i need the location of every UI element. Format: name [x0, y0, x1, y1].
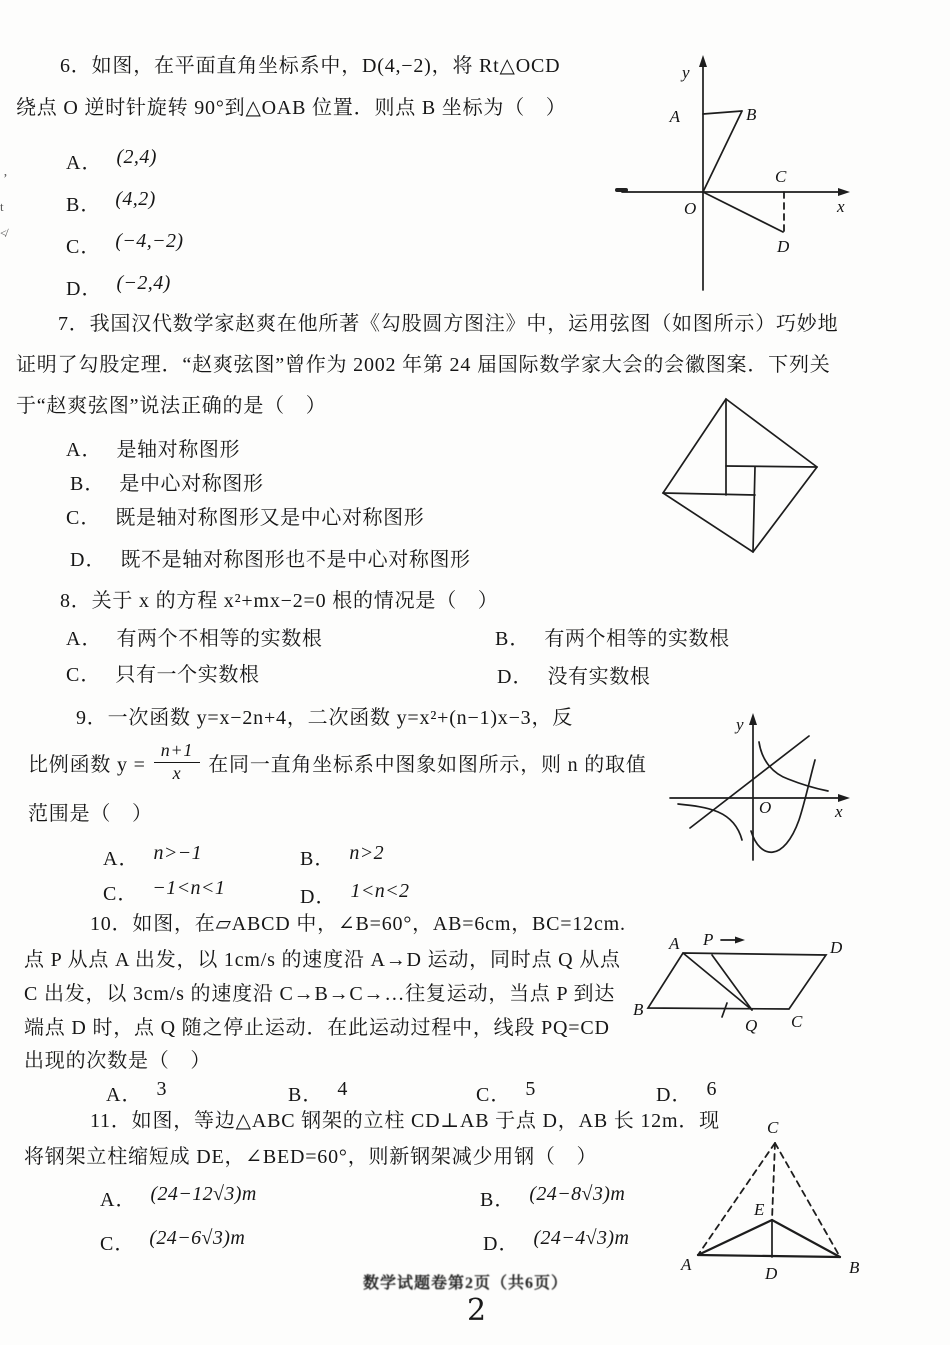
- q7-text-line1: 7．我国汉代数学家赵爽在他所著《勾股圆方图注》中，运用弦图（如图所示）巧妙地: [58, 313, 839, 335]
- fraction-denominator: x: [172, 762, 182, 783]
- q6-text-line2: 绕点 O 逆时针旋转 90°到△OAB 位置．则点 B 坐标为（ ）: [16, 97, 567, 119]
- q11-option-a: [100, 1183, 257, 1212]
- point-d-label: D: [830, 938, 843, 957]
- q9-text-line3: 范围是（ ）: [28, 803, 153, 825]
- q6-option-d: [66, 272, 171, 301]
- option-label: C．: [476, 1084, 512, 1106]
- q8-option-c: [66, 658, 260, 687]
- page-number: 2: [467, 1293, 487, 1328]
- option-value: (24−4√3)m: [533, 1227, 630, 1249]
- option-label: D．: [300, 886, 337, 908]
- option-value: 有两个相等的实数根: [544, 628, 730, 650]
- option-label: D．: [497, 666, 534, 688]
- scan-artifact: t: [0, 199, 4, 214]
- q8-option-a: [66, 622, 322, 651]
- q9-figure-function-graphs: [662, 700, 862, 875]
- q10-option-c: [476, 1078, 536, 1107]
- option-value: 没有实数根: [547, 666, 651, 688]
- point-q-label: Q: [745, 1016, 758, 1035]
- q10-text-line4: 端点 D 时，点 Q 随之停止运动．在此运动过程中，线段 PQ=CD: [24, 1017, 610, 1039]
- option-value: n>−1: [153, 842, 203, 864]
- q10-figure-parallelogram: [633, 923, 878, 1041]
- q6-text-line1: 6．如图，在平面直角坐标系中，D(4,−2)，将 Rt△OCD: [60, 55, 561, 77]
- point-d-label: D: [765, 1264, 778, 1283]
- option-value: 4: [337, 1078, 348, 1100]
- fraction-numerator: n+1: [154, 741, 201, 763]
- q11-option-d: [483, 1227, 629, 1256]
- option-value: 5: [525, 1078, 536, 1100]
- option-value: 既是轴对称图形又是中心对称图形: [115, 507, 425, 529]
- option-value: (24−6√3)m: [149, 1227, 246, 1249]
- option-label: D．: [483, 1233, 520, 1255]
- option-value: (2,4): [116, 146, 157, 168]
- option-label: D．: [70, 549, 107, 571]
- origin-label: O: [759, 798, 772, 817]
- q9-option-a: [103, 842, 202, 871]
- option-label: D．: [656, 1084, 693, 1106]
- point-c-label: C: [791, 1012, 803, 1031]
- option-label: B．: [480, 1189, 516, 1211]
- q11-option-b: [480, 1183, 625, 1212]
- option-value: (−2,4): [116, 272, 171, 294]
- q11-figure-triangle-frame: [653, 1115, 873, 1295]
- q9-option-c: [103, 877, 225, 906]
- option-label: C．: [103, 883, 139, 905]
- option-label: C．: [66, 664, 102, 686]
- q10-option-b: [288, 1078, 348, 1107]
- point-e-label: E: [754, 1200, 765, 1219]
- option-value: 是中心对称图形: [119, 473, 264, 495]
- footer-page-info: 数学试题卷第2页（共6页）: [363, 1275, 569, 1292]
- point-p-label: P: [703, 930, 714, 949]
- point-a-label: A: [669, 934, 680, 953]
- q7-option-d: [70, 543, 471, 572]
- option-label: A．: [103, 848, 140, 870]
- q11-text-line2: 将钢架立柱缩短成 DE，∠BED=60°，则新钢架减少用钢（ ）: [24, 1146, 598, 1168]
- scan-artifact: ≮: [0, 226, 7, 240]
- q10-option-a: [106, 1078, 167, 1107]
- option-label: A．: [106, 1084, 143, 1106]
- axis-y-label: y: [682, 63, 690, 82]
- option-value: (24−8√3)m: [529, 1183, 626, 1205]
- q7-text-line3: 于“赵爽弦图”说法正确的是（ ）: [16, 395, 327, 417]
- option-value: 只有一个实数根: [115, 664, 260, 686]
- q9-line2-pre: 比例函数 y =: [28, 753, 146, 776]
- q11-text-line1: 11．如图，等边△ABC 钢架的立柱 CD⊥AB 于点 D，AB 长 12m．现: [90, 1110, 720, 1132]
- q9-line2-post: 在同一直角坐标系中图象如图所示，则 n 的取值: [208, 753, 647, 776]
- option-value: −1<n<1: [152, 877, 226, 899]
- q8-text-line1: 8．关于 x 的方程 x²+mx−2=0 根的情况是（ ）: [60, 590, 499, 612]
- q6-option-b: [66, 188, 156, 217]
- option-label: D．: [66, 278, 103, 300]
- q7-text-line2: 证明了勾股定理．“赵爽弦图”曾作为 2002 年第 24 届国际数学家大会的会徽图案．下列关: [16, 354, 831, 376]
- option-value: n>2: [349, 842, 385, 864]
- point-c-label: C: [767, 1118, 779, 1137]
- q7-figure-xiantu: [650, 383, 850, 578]
- option-label: C．: [100, 1233, 136, 1255]
- q9-fraction: [154, 741, 201, 784]
- q9-option-b: [300, 842, 384, 871]
- q10-text-line1: 10．如图，在▱ABCD 中，∠B=60°，AB=6cm，BC=12cm.: [90, 913, 626, 935]
- option-label: C．: [66, 236, 102, 258]
- option-label: B．: [300, 848, 336, 870]
- q7-option-a: [66, 433, 240, 462]
- option-value: 是轴对称图形: [116, 439, 241, 461]
- point-b-label: B: [633, 1000, 644, 1019]
- q10-text-line5: 出现的次数是（ ）: [24, 1050, 212, 1072]
- q8-option-d: [497, 660, 650, 689]
- q10-text-line3: C 出发，以 3cm/s 的速度沿 C→B→C→…往复运动，当点 P 到达: [24, 983, 616, 1005]
- option-value: 3: [156, 1078, 168, 1100]
- q6-option-c: [66, 230, 183, 259]
- q6-option-a: [66, 146, 157, 175]
- option-label: A．: [66, 628, 103, 650]
- option-value: 有两个不相等的实数根: [116, 628, 323, 650]
- option-value: (−4,−2): [115, 230, 184, 252]
- axis-y-label: y: [736, 715, 744, 734]
- option-label: B．: [66, 194, 102, 216]
- q10-option-d: [656, 1078, 717, 1107]
- q9-text-line2: [28, 733, 647, 791]
- q7-option-c: [66, 501, 424, 530]
- option-value: 6: [706, 1078, 718, 1100]
- option-label: A．: [100, 1189, 137, 1211]
- point-a-label: A: [669, 107, 680, 126]
- q7-option-b: [70, 467, 264, 496]
- q8-option-b: [495, 622, 730, 651]
- point-a-label: A: [681, 1255, 692, 1274]
- option-value: (24−12√3)m: [150, 1183, 257, 1205]
- axis-x-label: x: [835, 802, 843, 821]
- option-label: C．: [66, 507, 102, 529]
- q9-option-d: [300, 880, 409, 909]
- option-value: 既不是轴对称图形也不是中心对称图形: [120, 549, 471, 571]
- option-label: B．: [70, 473, 106, 495]
- point-c-label: C: [775, 167, 787, 186]
- point-b-label: B: [746, 105, 757, 124]
- q11-option-c: [100, 1227, 245, 1256]
- option-label: A．: [66, 439, 103, 461]
- point-b-label: B: [849, 1258, 860, 1277]
- q10-text-line2: 点 P 从点 A 出发，以 1cm/s 的速度沿 A→D 运动，同时点 Q 从点: [24, 949, 621, 971]
- option-value: (4,2): [115, 188, 156, 210]
- option-label: A．: [66, 152, 103, 174]
- q9-text-line1: 9．一次函数 y=x−2n+4，二次函数 y=x²+(n−1)x−3，反: [76, 707, 574, 729]
- axis-x-label: x: [837, 197, 845, 216]
- scan-artifact: ’: [3, 172, 8, 187]
- option-label: B．: [495, 628, 531, 650]
- option-label: B．: [288, 1084, 324, 1106]
- q6-figure-coordinate-axes: [600, 42, 870, 297]
- option-value: 1<n<2: [350, 880, 410, 902]
- origin-label: O: [684, 199, 697, 218]
- point-d-label: D: [777, 237, 790, 256]
